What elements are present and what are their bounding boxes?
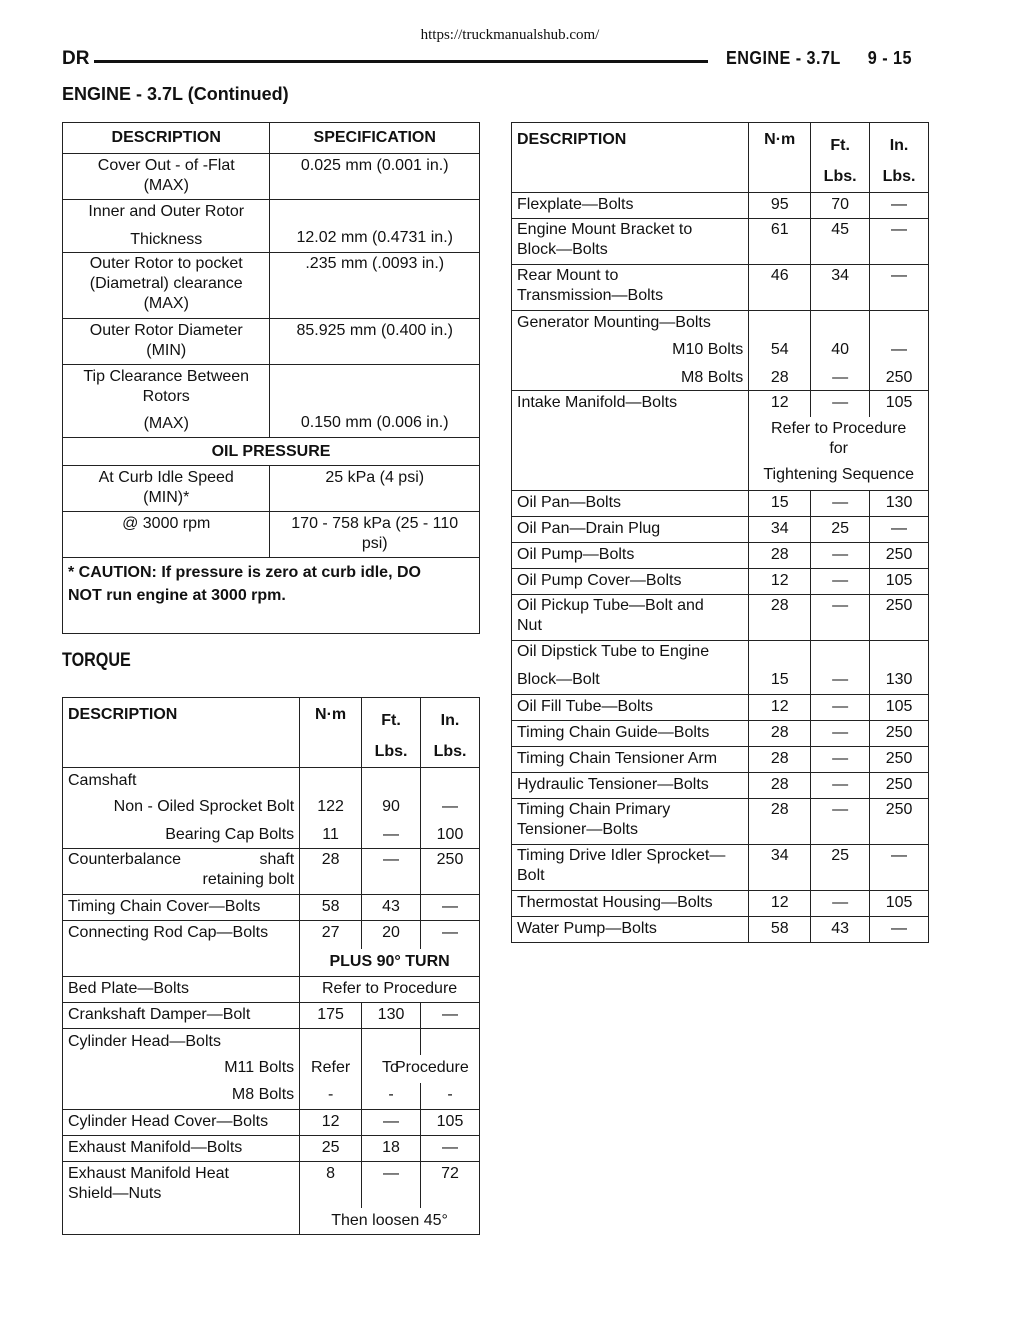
header-section: ENGINE - 3.7L (726, 48, 841, 68)
row-description: Cylinder Head—Bolts (63, 1029, 300, 1055)
table-row: Oil Pan—Bolts 15 — 130 (512, 491, 929, 517)
row-description: Outer Rotor to pocket (Diametral) clearance (MAX) (63, 253, 270, 319)
row-spec: 25 kPa (4 psi) (270, 466, 480, 512)
table-row: Timing Chain Tensioner Arm 28 — 250 (512, 747, 929, 773)
table-row (512, 311, 929, 337)
table-row (63, 253, 480, 319)
row-description: Water Pump—Bolts (512, 917, 749, 943)
header-model: DR (62, 48, 90, 69)
col-nm: N·m (749, 123, 811, 193)
row-description: Exhaust Manifold—Bolts (63, 1136, 300, 1162)
table-row: Water Pump—Bolts 58 43 — (512, 917, 929, 943)
source-url: https://truckmanualshub.com/ (420, 27, 600, 43)
col-in-lbs: In. Lbs. (870, 123, 929, 193)
row-description: Oil Dipstick Tube to Engine Block—Bolt (512, 641, 749, 695)
refer-note: Refer to Procedure for Tightening Sequence (749, 417, 929, 491)
header-rule (94, 60, 708, 63)
row-description: Rear Mount to Transmission—Bolts (512, 265, 749, 311)
loosen-note: Then loosen 45° (300, 1208, 480, 1235)
col-specification: SPECIFICATION (270, 123, 480, 154)
oil-pressure-heading: OIL PRESSURE (63, 438, 480, 466)
table-row (63, 768, 480, 795)
table-row: Hydraulic Tensioner—Bolts 28 — 250 (512, 773, 929, 799)
row-description: Engine Mount Bracket to Block—Bolts (512, 219, 749, 265)
row-description: Oil Pump Cover—Bolts (512, 569, 749, 595)
caution-note: * CAUTION: If pressure is zero at curb idle, DO NOT run engine at 3000 rpm. (63, 558, 480, 634)
row-description: Oil Pan—Bolts (512, 491, 749, 517)
col-ft-lbs: Ft. Lbs. (362, 698, 421, 768)
col-description: DESCRIPTION (63, 698, 300, 768)
table-row: M10 Bolts 54 40 — (512, 337, 929, 365)
row-description: Bearing Cap Bolts (63, 823, 300, 849)
table-row (63, 154, 480, 200)
row-description: Tip Clearance Between Rotors (MAX) (63, 365, 270, 438)
table-row: Bearing Cap Bolts 11 — 100 (63, 823, 480, 849)
table-header-row (63, 123, 480, 154)
table-row (63, 466, 480, 512)
oil-pressure-row (63, 438, 480, 466)
torque-heading: TORQUE (62, 650, 131, 671)
table-row: Timing Chain Guide—Bolts 28 — 250 (512, 721, 929, 747)
row-description: Timing Chain Tensioner Arm (512, 747, 749, 773)
col-in-lbs: In. Lbs. (421, 698, 480, 768)
row-description: Bed Plate—Bolts (63, 977, 300, 1003)
row-spec: 12.02 mm (0.4731 in.) (270, 200, 480, 253)
table-row (63, 319, 480, 365)
page-number: 9 - 15 (867, 48, 912, 68)
row-description: Oil Fill Tube—Bolts (512, 695, 749, 721)
caution-row (63, 558, 480, 634)
row-description: Timing Drive Idler Sprocket— Bolt (512, 845, 749, 891)
row-description: Flexplate—Bolts (512, 193, 749, 219)
row-description: Intake Manifold—Bolts (512, 391, 749, 491)
table-row: Exhaust Manifold Heat Shield—Nuts 8 — 72 (63, 1162, 480, 1208)
table-row: Oil Fill Tube—Bolts 12 — 105 (512, 695, 929, 721)
table-row: Oil Pan—Drain Plug 34 25 — (512, 517, 929, 543)
table-row (63, 512, 480, 558)
row-description: Timing Chain Cover—Bolts (63, 895, 300, 921)
table-row: Counterbalance shaft retaining bolt 28 — 250 (63, 849, 480, 895)
table-row: M11 Bolts Refer ToProcedure (63, 1055, 480, 1083)
table-row: Timing Chain Cover—Bolts 58 43 — (63, 895, 480, 921)
section-title: ENGINE - 3.7L (Continued) (62, 84, 289, 104)
table-row: Exhaust Manifold—Bolts 25 18 — (63, 1136, 480, 1162)
row-description: Oil Pump—Bolts (512, 543, 749, 569)
oil-pump-spec-table (62, 122, 480, 634)
row-description: M8 Bolts (63, 1083, 300, 1110)
col-nm: N·m (300, 698, 362, 768)
row-description: @ 3000 rpm (63, 512, 270, 558)
table-row: M8 Bolts 28 — 250 (512, 365, 929, 391)
row-description: Non - Oiled Sprocket Bolt (63, 795, 300, 823)
table-row: Crankshaft Damper—Bolt 175 130 — (63, 1003, 480, 1029)
row-description: Generator Mounting—Bolts (512, 311, 749, 337)
row-description: Crankshaft Damper—Bolt (63, 1003, 300, 1029)
row-description: Cover Out - of -Flat (MAX) (63, 154, 270, 200)
table-row: Connecting Rod Cap—Bolts 27 20 — (63, 921, 480, 949)
table-row: Oil Pump—Bolts 28 — 250 (512, 543, 929, 569)
header-title (726, 48, 912, 69)
table-row: Thermostat Housing—Bolts 12 — 105 (512, 891, 929, 917)
row-description: Exhaust Manifold Heat Shield—Nuts (63, 1162, 300, 1235)
row-description: Counterbalance shaft retaining bolt (63, 849, 300, 895)
col-description: DESCRIPTION (63, 123, 270, 154)
table-row: Bed Plate—Bolts Refer to Procedure (63, 977, 480, 1003)
row-spec: 0.025 mm (0.001 in.) (270, 154, 480, 200)
col-ft-lbs: Ft. Lbs. (811, 123, 870, 193)
row-description: Timing Chain Primary Tensioner—Bolts (512, 799, 749, 845)
table-row: Oil Pump Cover—Bolts 12 — 105 (512, 569, 929, 595)
row-description: Connecting Rod Cap—Bolts (63, 921, 300, 977)
row-description: Outer Rotor Diameter (MIN) (63, 319, 270, 365)
plus-turn-note: PLUS 90° TURN (300, 949, 480, 977)
col-description: DESCRIPTION (512, 123, 749, 193)
table-row (63, 365, 480, 438)
row-description: Camshaft (63, 768, 300, 795)
row-description: At Curb Idle Speed (MIN)* (63, 466, 270, 512)
torque-table-left (62, 697, 480, 1235)
row-description: Timing Chain Guide—Bolts (512, 721, 749, 747)
table-row: Non - Oiled Sprocket Bolt 122 90 — (63, 795, 480, 823)
row-spec: 170 - 758 kPa (25 - 110 psi) (270, 512, 480, 558)
table-row (63, 1029, 480, 1055)
table-row: Rear Mount to Transmission—Bolts 46 34 — (512, 265, 929, 311)
table-row (63, 200, 480, 253)
table-row: Oil Pickup Tube—Bolt and Nut 28 — 250 (512, 595, 929, 641)
table-header-row (512, 123, 929, 193)
row-description: Hydraulic Tensioner—Bolts (512, 773, 749, 799)
row-description: Inner and Outer Rotor Thickness (63, 200, 270, 253)
row-description: M11 Bolts (63, 1055, 300, 1083)
table-row: M8 Bolts - - - (63, 1083, 480, 1110)
row-description: M8 Bolts (512, 365, 749, 391)
row-description: Oil Pickup Tube—Bolt and Nut (512, 595, 749, 641)
torque-table-right (511, 122, 929, 943)
row-spec: 85.925 mm (0.400 in.) (270, 319, 480, 365)
table-header-row (63, 698, 480, 768)
table-row: Intake Manifold—Bolts 12 — 105 (512, 391, 929, 417)
row-description: Oil Pan—Drain Plug (512, 517, 749, 543)
row-spec: .235 mm (.0093 in.) (270, 253, 480, 319)
row-description: Thermostat Housing—Bolts (512, 891, 749, 917)
row-description: M10 Bolts (512, 337, 749, 365)
table-row: Engine Mount Bracket to Block—Bolts 61 45 — (512, 219, 929, 265)
table-row: Flexplate—Bolts 95 70 — (512, 193, 929, 219)
row-spec: 0.150 mm (0.006 in.) (270, 365, 480, 438)
row-description: Cylinder Head Cover—Bolts (63, 1110, 300, 1136)
table-row: Timing Drive Idler Sprocket— Bolt 34 25 — (512, 845, 929, 891)
table-row: Cylinder Head Cover—Bolts 12 — 105 (63, 1110, 480, 1136)
table-row: Timing Chain Primary Tensioner—Bolts 28 — 250 (512, 799, 929, 845)
table-row: Oil Dipstick Tube to Engine Block—Bolt 15 — 130 (512, 641, 929, 695)
